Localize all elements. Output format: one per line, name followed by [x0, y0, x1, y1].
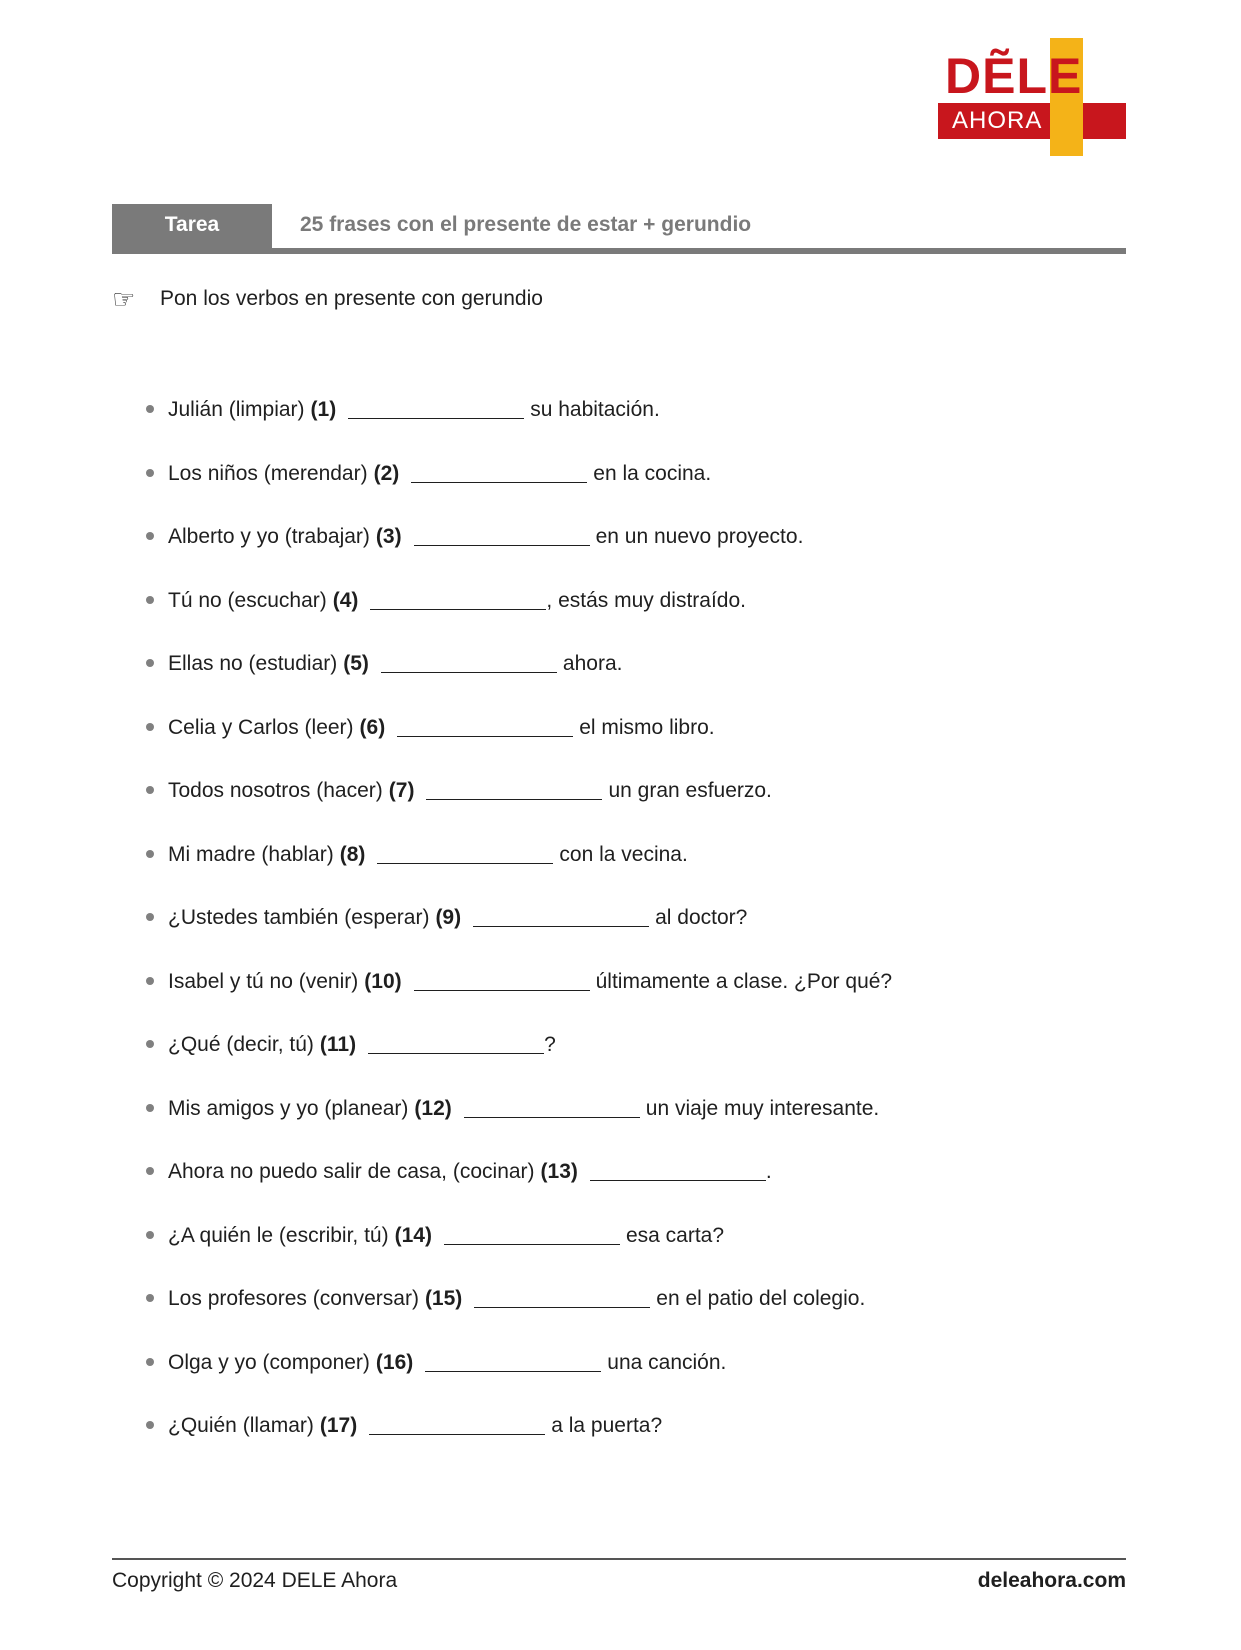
copyright: Copyright © 2024 DELE Ahora	[112, 1569, 398, 1592]
item-prompt: Olga y yo (componer)	[168, 1350, 370, 1374]
answer-blank[interactable]	[370, 589, 546, 610]
item-number: (9)	[435, 906, 462, 929]
answer-blank[interactable]	[444, 1224, 620, 1245]
task-header	[112, 204, 1126, 250]
item-ending: su habitación.	[530, 398, 660, 421]
item-ending: ahora.	[562, 652, 623, 675]
item-number: (15)	[424, 1287, 463, 1310]
exercise-item	[146, 459, 711, 489]
bullet	[146, 405, 154, 413]
bullet	[146, 913, 154, 921]
item-number: (5)	[343, 652, 369, 675]
item-prompt: Los profesores (conversar)	[168, 1287, 419, 1310]
answer-blank[interactable]	[425, 1351, 601, 1372]
item-ending: un viaje muy interesante.	[645, 1096, 880, 1120]
answer-blank[interactable]	[473, 906, 649, 927]
item-number: (7)	[388, 779, 415, 802]
item-prompt: ¿Ustedes también (esperar)	[168, 906, 430, 929]
task-tab: Tarea	[112, 204, 272, 250]
exercise-item	[146, 903, 747, 933]
item-number: (16)	[375, 1350, 414, 1374]
item-prompt: Ellas no (estudiar)	[168, 652, 338, 675]
item-ending: , estás muy distraído.	[546, 588, 746, 612]
item-ending: esa carta?	[625, 1223, 725, 1247]
item-prompt: Celia y Carlos (leer)	[168, 715, 354, 739]
exercise-item	[146, 522, 803, 552]
exercise-item	[146, 776, 772, 806]
item-prompt: Los niños (merendar)	[168, 461, 368, 485]
exercise-item	[146, 1411, 662, 1441]
answer-blank[interactable]	[414, 525, 590, 546]
answer-blank[interactable]	[464, 1097, 640, 1118]
bullet	[146, 1104, 154, 1112]
item-ending: con la vecina.	[559, 842, 688, 866]
answer-blank[interactable]	[590, 1160, 766, 1181]
item-number: (12)	[414, 1096, 452, 1120]
bullet	[146, 659, 154, 667]
item-ending: el mismo libro.	[579, 715, 715, 739]
logo-word: DẼLE	[945, 48, 1083, 104]
item-prompt: Mis amigos y yo (planear)	[168, 1096, 409, 1120]
item-ending: a la puerta?	[551, 1414, 663, 1437]
exercise-item	[146, 840, 688, 870]
site-link[interactable]: deleahora.com	[977, 1569, 1126, 1592]
item-prompt: Tú no (escuchar)	[168, 588, 327, 612]
exercise-item	[146, 586, 746, 616]
answer-blank[interactable]	[414, 970, 590, 991]
item-prompt: Mi madre (hablar)	[168, 842, 334, 866]
item-ending: en la cocina.	[593, 461, 712, 485]
bullet	[146, 596, 154, 604]
bullet	[146, 786, 154, 794]
header-rule	[112, 248, 1126, 254]
item-number: (8)	[339, 842, 366, 866]
answer-blank[interactable]	[377, 843, 553, 864]
instruction-text: Pon los verbos en presente con gerundio	[160, 287, 543, 310]
item-number: (4)	[332, 588, 359, 612]
answer-blank[interactable]	[397, 716, 573, 737]
answer-blank[interactable]	[348, 398, 524, 419]
bullet	[146, 469, 154, 477]
bullet	[146, 977, 154, 985]
footer-rule	[112, 1558, 1126, 1560]
bullet	[146, 1421, 154, 1429]
item-number: (6)	[359, 715, 386, 739]
answer-blank[interactable]	[369, 1414, 545, 1435]
exercise-item	[146, 967, 892, 997]
bullet	[146, 532, 154, 540]
item-prompt: ¿Qué (decir, tú)	[168, 1033, 314, 1056]
item-ending: un gran esfuerzo.	[608, 779, 772, 802]
answer-blank[interactable]	[411, 462, 587, 483]
exercise-item	[146, 1094, 879, 1124]
item-prompt: Isabel y tú no (venir)	[168, 969, 359, 993]
bullet	[146, 850, 154, 858]
item-prompt: Julián (limpiar)	[168, 398, 305, 421]
item-number: (10)	[364, 969, 402, 993]
item-number: (14)	[394, 1223, 432, 1247]
item-number: (3)	[375, 525, 402, 548]
item-prompt: ¿A quién le (escribir, tú)	[168, 1223, 389, 1247]
exercise-item	[146, 1157, 772, 1187]
item-ending: al doctor?	[655, 906, 748, 929]
item-ending: ?	[544, 1033, 556, 1056]
exercise-item	[146, 395, 660, 425]
item-ending: una canción.	[607, 1350, 727, 1374]
item-number: (1)	[310, 398, 337, 421]
item-ending: en el patio del colegio.	[656, 1287, 866, 1310]
item-prompt: Alberto y yo (trabajar)	[168, 525, 370, 548]
item-ending: en un nuevo proyecto.	[595, 525, 804, 548]
answer-blank[interactable]	[368, 1033, 544, 1054]
item-number: (2)	[373, 461, 400, 485]
item-prompt: ¿Quién (llamar)	[168, 1414, 314, 1437]
exercise-item	[146, 1348, 726, 1378]
pointing-hand-icon: ☞	[112, 284, 136, 314]
bullet	[146, 1294, 154, 1302]
bullet	[146, 1040, 154, 1048]
task-title: 25 frases con el presente de estar + gerundio	[300, 213, 752, 236]
logo-sub: AHORA	[952, 107, 1043, 134]
item-number: (17)	[319, 1414, 358, 1437]
item-prompt: Todos nosotros (hacer)	[168, 779, 383, 802]
instruction	[112, 284, 543, 314]
exercise-item	[146, 649, 622, 679]
item-ending: últimamente a clase. ¿Por qué?	[595, 969, 893, 993]
answer-blank[interactable]	[426, 779, 602, 800]
exercise-item	[146, 1030, 556, 1060]
bullet	[146, 1231, 154, 1239]
exercise-item	[146, 713, 715, 743]
item-number: (13)	[540, 1160, 578, 1183]
answer-blank[interactable]	[474, 1287, 650, 1308]
exercise-item	[146, 1284, 865, 1314]
exercise-item	[146, 1221, 724, 1251]
bullet	[146, 1167, 154, 1175]
dele-ahora-logo	[938, 38, 1126, 156]
bullet	[146, 723, 154, 731]
item-number: (11)	[319, 1033, 357, 1056]
item-prompt: Ahora no puedo salir de casa, (cocinar)	[168, 1160, 535, 1183]
answer-blank[interactable]	[381, 652, 557, 673]
bullet	[146, 1358, 154, 1366]
item-ending: .	[765, 1160, 772, 1183]
